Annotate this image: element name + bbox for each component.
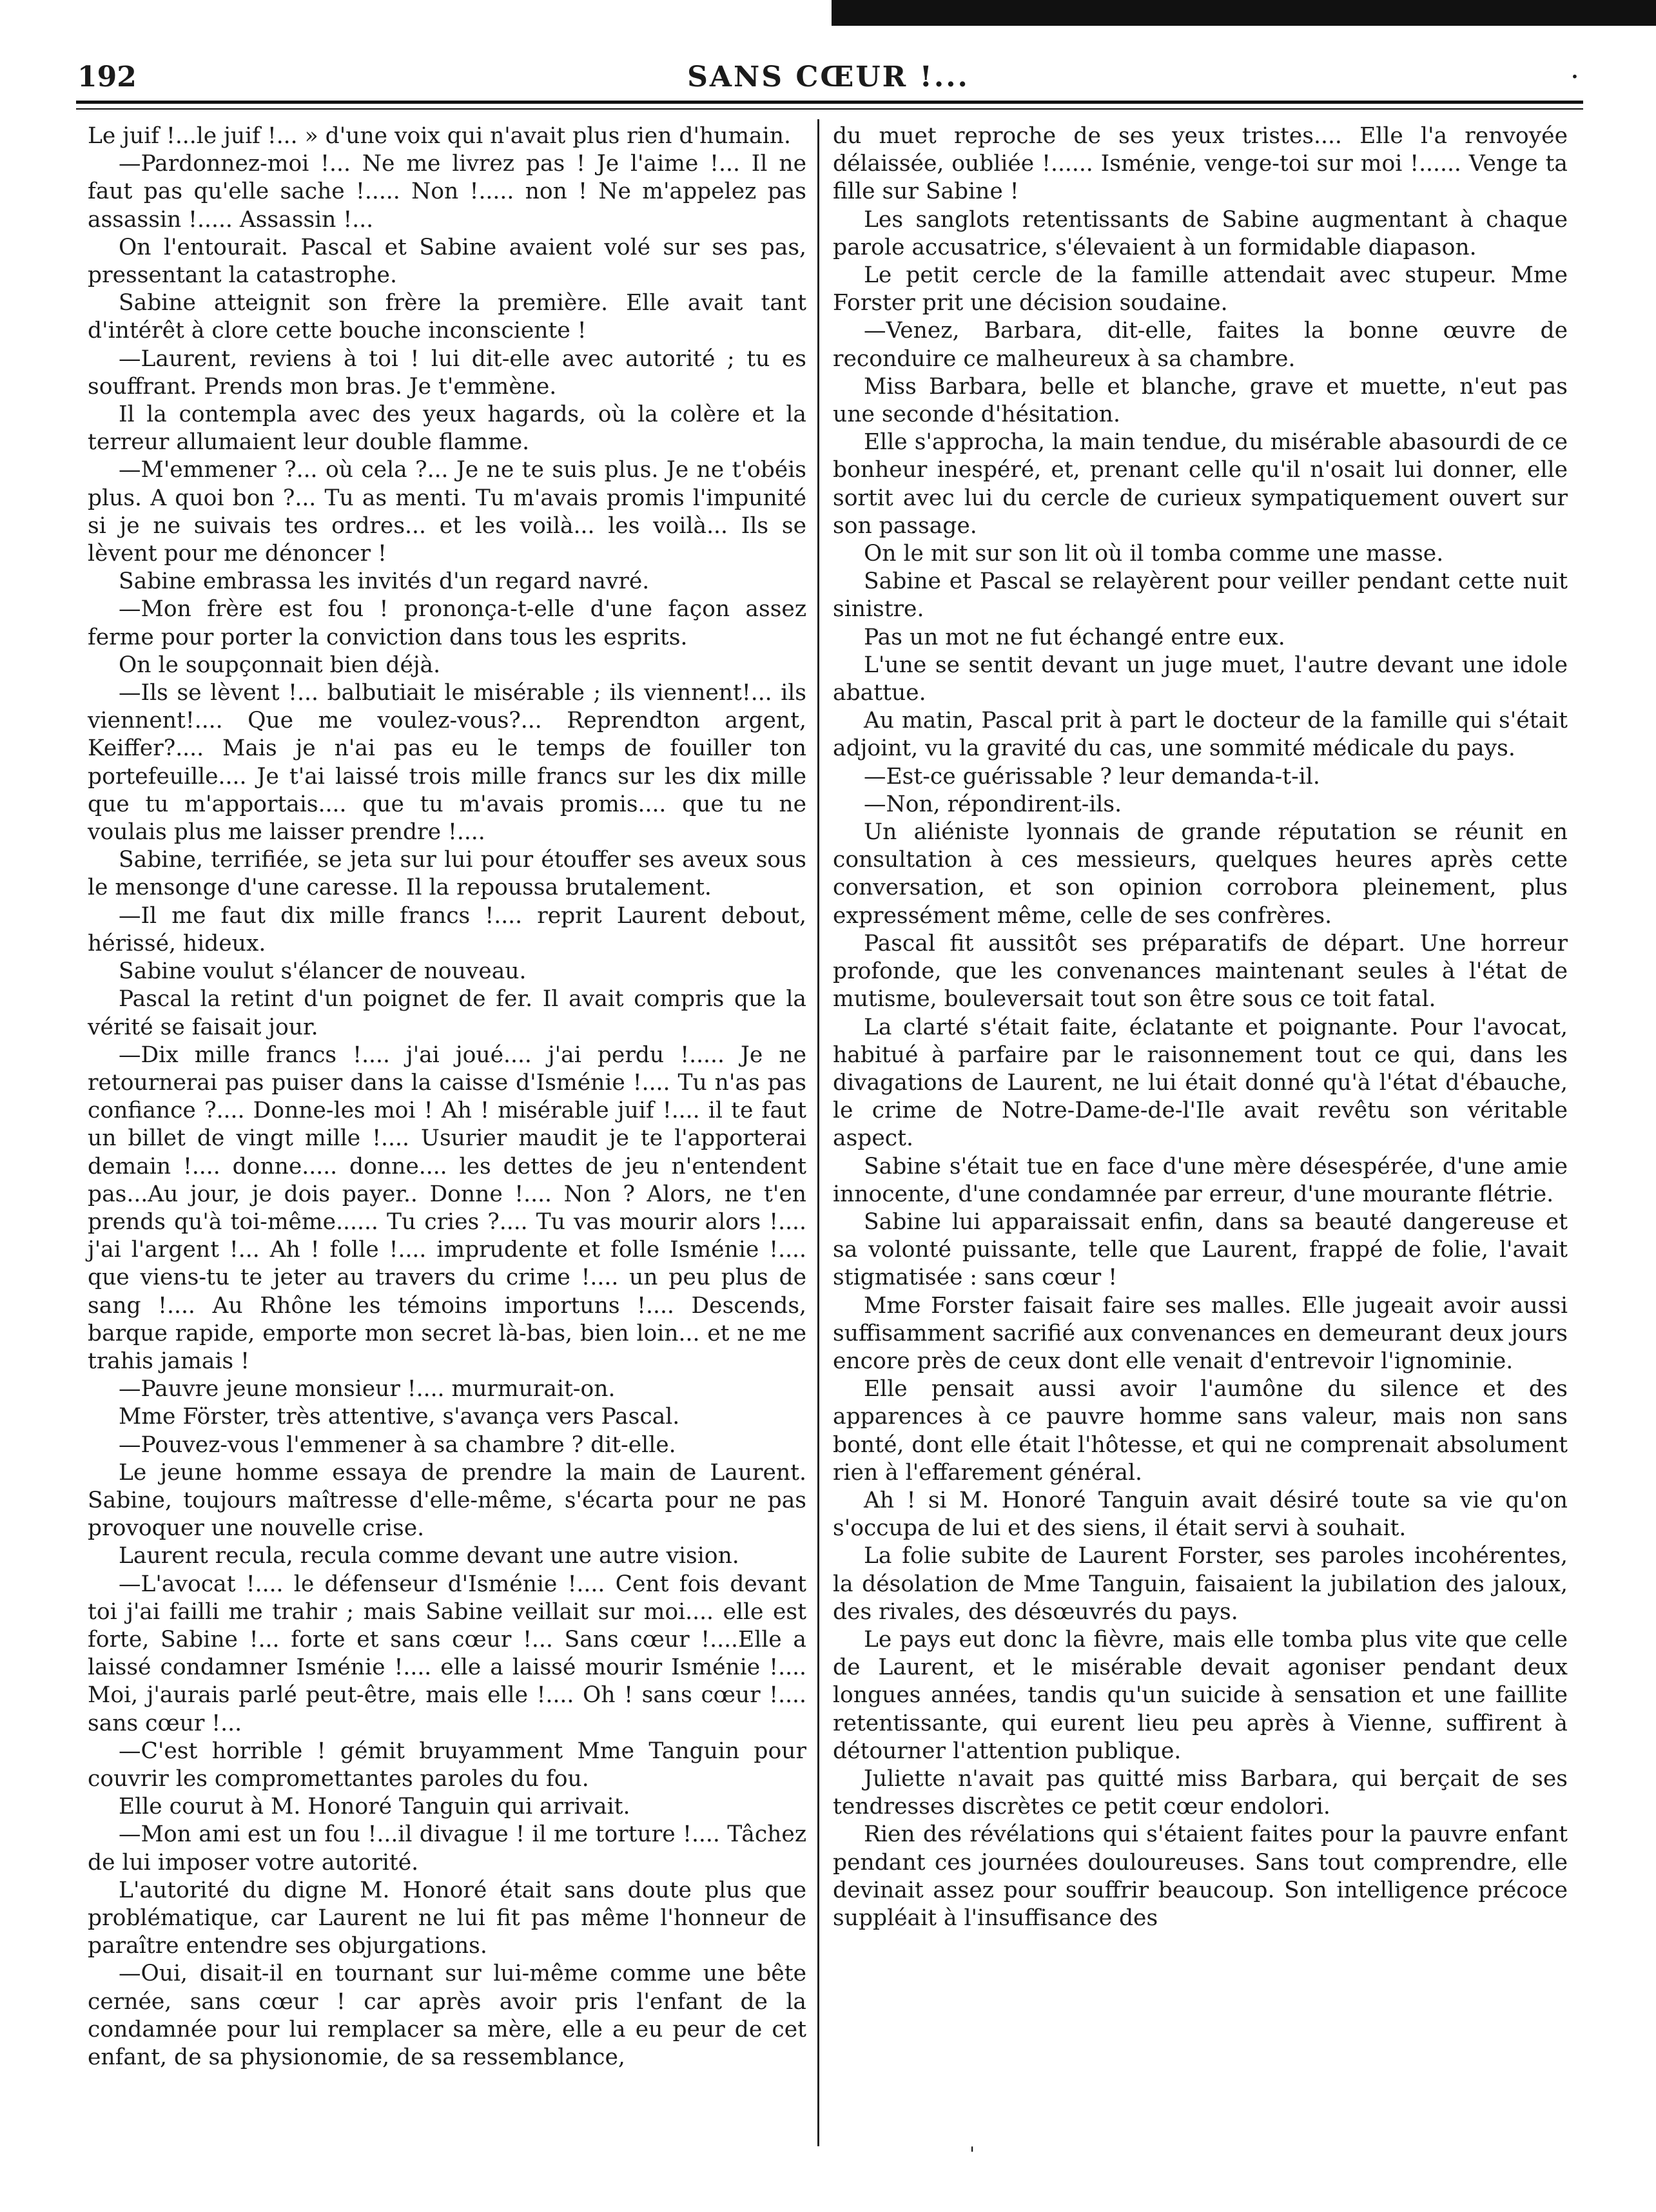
paragraph: Laurent recula, recula comme devant une autre vision. [119, 1543, 739, 1569]
paragraph: —L'avocat !.... le défenseur d'Isménie !.... Cent fois devant toi j'ai failli me trahir ; mais Sabine veillait sur moi.... elle est forte, Sabine !... forte et sans cœur !... Sans cœur !....Elle a laissé condamner Isménie !.... elle a laissé mourir Isménie !.... Moi, j'aurais parlé peut-être, mais elle !.... Oh ! sans cœur !.... sans cœur !... [88, 1571, 806, 1736]
footer-mark: ' [969, 2143, 975, 2166]
column-divider [817, 119, 819, 2146]
paragraph: On le mit sur son lit où il tomba comme une masse. [864, 541, 1444, 567]
paragraph: —Dix mille francs !.... j'ai joué.... j'ai perdu !..... Je ne retournerai pas puiser dans la caisse d'Isménie !.... Tu n'as pas confiance ?.... Donne-les moi ! Ah ! misérable juif !.... il te faut un billet de vingt mille !.... Usurier maudit je te l'apporterai demain !.... donne..... donne.... les dettes de jeu n'entendent pas...Au jour, je dois payer.. Donne !.... Non ? Alors, ne t'en prends qu'à toi-même...... Tu cries ?.... Tu vas mourir alors !.... j'ai l'argent !... Ah ! folle !.... imprudente et folle Isménie !.... que viens-tu te jeter au travers du crime !.... un peu plus de sang !.... Au Rhône les témoins importuns !.... Descends, barque rapide, emporte mon secret là-bas, bien loin... et ne me trahis jamais ! [88, 1042, 806, 1374]
scan-edge-bar [832, 0, 1656, 26]
page-number: 192 [77, 61, 137, 93]
paragraph: Sabine lui apparaissait enfin, dans sa beauté dangereuse et sa volonté puissante, telle que Laurent, frappé de folie, l'avait stigmatisée : sans cœur ! [833, 1208, 1568, 1291]
paragraph: L'une se sentit devant un juge muet, l'autre devant une idole abattue. [833, 652, 1568, 706]
paragraph: —Oui, disait-il en tournant sur lui-même comme une bête cernée, sans cœur ! car après avoir pris l'enfant de la condamnée pour lui remplacer sa mère, elle a eu peur de cet enfant, de sa physionomie, de sa ressemblance, [88, 1961, 806, 2071]
paragraph: —Laurent, reviens à toi ! lui dit-elle avec autorité ; tu es souffrant. Prends mon bras. Je t'emmène. [88, 345, 806, 400]
paragraph: Sabine voulut s'élancer de nouveau. [119, 958, 527, 985]
paragraph: Pascal la retint d'un poignet de fer. Il avait compris que la vérité se faisait jour. [88, 986, 806, 1040]
paragraph: Les sanglots retentissants de Sabine augmentant à chaque parole accusatrice, s'élevaient à un formidable diapason. [833, 206, 1568, 260]
paragraph: —C'est horrible ! gémit bruyamment Mme Tanguin pour couvrir les compromettantes paroles du fou. [88, 1738, 806, 1792]
paragraph: Le jeune homme essaya de prendre la main de Laurent. Sabine, toujours maîtresse d'elle-même, s'écarta pour ne pas provoquer une nouvelle crise. [88, 1459, 806, 1542]
paragraph: Sabine atteignit son frère la première. Elle avait tant d'intérêt à clore cette bouche inconsciente ! [88, 290, 806, 344]
page-header [77, 55, 1579, 106]
paragraph: La folie subite de Laurent Forster, ses paroles incohérentes, la désolation de Mme Tanguin, faisaient la jubilation des jaloux, des rivales, des désœuvrés du pays. [833, 1543, 1568, 1625]
paragraph: Mme Förster, très attentive, s'avança vers Pascal. [119, 1404, 680, 1430]
paragraph: Pas un mot ne fut échangé entre eux. [864, 624, 1285, 650]
paragraph: Il la contempla avec des yeux hagards, où la colère et la terreur allumaient leur double flamme. [88, 402, 806, 456]
paragraph: —Il me faut dix mille francs !.... reprit Laurent debout, hérissé, hideux. [88, 902, 806, 956]
paragraph: Le petit cercle de la famille attendait avec stupeur. Mme Forster prit une décision soudaine. [833, 262, 1568, 316]
paragraph: —Est-ce guérissable ? leur demanda-t-il. [864, 763, 1320, 790]
paragraph: —Mon ami est un fou !...il divague ! il me torture !.... Tâchez de lui imposer votre autorité. [88, 1821, 806, 1876]
paragraph: —Venez, Barbara, dit-elle, faites la bonne œuvre de reconduire ce malheureux à sa chambre. [833, 318, 1568, 372]
running-title: SANS CŒUR !... [687, 61, 969, 93]
paragraph: —Pardonnez-moi !... Ne me livrez pas ! Je l'aime !... Il ne faut pas qu'elle sache !..... Non !..... non ! Ne m'appelez pas assassin !..... Assassin !... [88, 151, 806, 233]
paragraph: Elle pensait aussi avoir l'aumône du silence et des apparences à ce pauvre homme sans valeur, mais non sans bonté, dont elle était l'hôtesse, et qui ne comprenait absolument rien à l'effarement général. [833, 1376, 1568, 1486]
paragraph: La clarté s'était faite, éclatante et poignante. Pour l'avocat, habitué à parfaire par le raisonnement tout ce qui, dans les divagations de Laurent, ne lui était donné qu'à l'état d'ébauche, le crime de Notre-Dame-de-l'Ile avait revêtu son véritable aspect. [833, 1014, 1568, 1152]
right-column [833, 122, 1568, 1932]
paragraph: Ah ! si M. Honoré Tanguin avait désiré toute sa vie qu'on s'occupa de lui et des siens, il était servi à souhait. [833, 1487, 1568, 1542]
left-column [88, 122, 806, 2071]
paragraph: Sabine et Pascal se relayèrent pour veiller pendant cette nuit sinistre. [833, 568, 1568, 623]
header-mark: · [1570, 61, 1579, 93]
paragraph: Juliette n'avait pas quitté miss Barbara, qui berçait de ses tendresses discrètes ce petit cœur endolori. [833, 1765, 1568, 1820]
paragraph: Miss Barbara, belle et blanche, grave et muette, n'eut pas une seconde d'hésitation. [833, 373, 1568, 428]
paragraph: —Pauvre jeune monsieur !.... murmurait-on. [119, 1376, 616, 1402]
paragraph: —Pouvez-vous l'emmener à sa chambre ? dit-elle. [119, 1431, 676, 1458]
paragraph: Elle s'approcha, la main tendue, du misérable abasourdi de ce bonheur inespéré, et, prenant celle qu'il n'osait lui donner, elle sortit avec lui du cercle de curieux sympatiquement ouvert sur son passage. [833, 429, 1568, 539]
paragraph: Au matin, Pascal prit à part le docteur de la famille qui s'était adjoint, vu la gravité du cas, une sommité médicale du pays. [833, 708, 1568, 762]
paragraph: Un aliéniste lyonnais de grande réputation se réunit en consultation à ces messieurs, quelques heures après cette conversation, et son opinion corrobora pleinement, plus expressément même, celle de ses confrères. [833, 819, 1568, 929]
paragraph: Pascal fit aussitôt ses préparatifs de départ. Une horreur profonde, que les convenances maintenant seules à l'état de mutisme, bouleversait tout son être sous ce toit fatal. [833, 930, 1568, 1013]
paragraph: Sabine s'était tue en face d'une mère désespérée, d'une amie innocente, d'une condamnée par erreur, d'une mourante flétrie. [833, 1153, 1568, 1207]
paragraph: Sabine, terrifiée, se jeta sur lui pour étouffer ses aveux sous le mensonge d'une caresse. Il la repoussa brutalement. [88, 847, 806, 901]
paragraph: Elle courut à M. Honoré Tanguin qui arrivait. [119, 1794, 630, 1820]
paragraph: On l'entourait. Pascal et Sabine avaient volé sur ses pas, pressentant la catastrophe. [88, 234, 806, 289]
paragraph: On le soupçonnait bien déjà. [119, 652, 441, 678]
header-rule-thin [76, 108, 1583, 110]
paragraph: —Mon frère est fou ! prononça-t-elle d'une façon assez ferme pour porter la conviction dans tous les esprits. [88, 596, 806, 650]
paragraph: Le juif !...le juif !... » d'une voix qui n'avait plus rien d'humain. [88, 123, 791, 149]
paragraph: —M'emmener ?... où cela ?... Je ne te suis plus. Je ne t'obéis plus. A quoi bon ?... Tu as menti. Tu m'avais promis l'impunité si je ne suivais tes ordres... et les voilà... les voilà... Ils se lèvent pour me dénoncer ! [88, 457, 806, 567]
paragraph: du muet reproche de ses yeux tristes.... Elle l'a renvoyée délaissée, oubliée !...... Isménie, venge-toi sur moi !...... Venge ta fille sur Sabine ! [833, 123, 1568, 205]
paragraph: Sabine embrassa les invités d'un regard navré. [119, 568, 650, 595]
paragraph: Rien des révélations qui s'étaient faites pour la pauvre enfant pendant ces journées douloureuses. Sans tout comprendre, elle devinait assez pour souffrir beaucoup. Son intelligence précoce suppléait à l'insuffisance des [833, 1821, 1568, 1931]
paragraph: —Ils se lèvent !... balbutiait le misérable ; ils viennent!... ils viennent!.... Que me voulez-vous?... Reprendton argent, Keiffer?.... Mais je n'ai pas eu le temps de fouiller ton portefeuille.... Je t'ai laissé trois mille francs sur les dix mille que tu m'apportais.... que tu m'avais promis.... que tu ne voulais plus me laisser prendre !.... [88, 680, 806, 846]
paragraph: L'autorité du digne M. Honoré était sans doute plus que problématique, car Laurent ne lui fit pas même l'honneur de paraître entendre ses objurgations. [88, 1877, 806, 1959]
paragraph: Le pays eut donc la fièvre, mais elle tomba plus vite que celle de Laurent, et le misérable devait agoniser pendant deux longues années, tandis qu'un suicide à sensation et une faillite retentissante, qui eurent lieu peu après à Vienne, suffirent à détourner l'attention publique. [833, 1626, 1568, 1764]
paragraph: —Non, répondirent-ils. [864, 791, 1122, 817]
paragraph: Mme Forster faisait faire ses malles. Elle jugeait avoir aussi suffisamment sacrifié aux convenances en demeurant deux jours encore près de ceux dont elle venait d'entrevoir l'ignominie. [833, 1292, 1568, 1374]
header-rule-thick [76, 101, 1583, 104]
